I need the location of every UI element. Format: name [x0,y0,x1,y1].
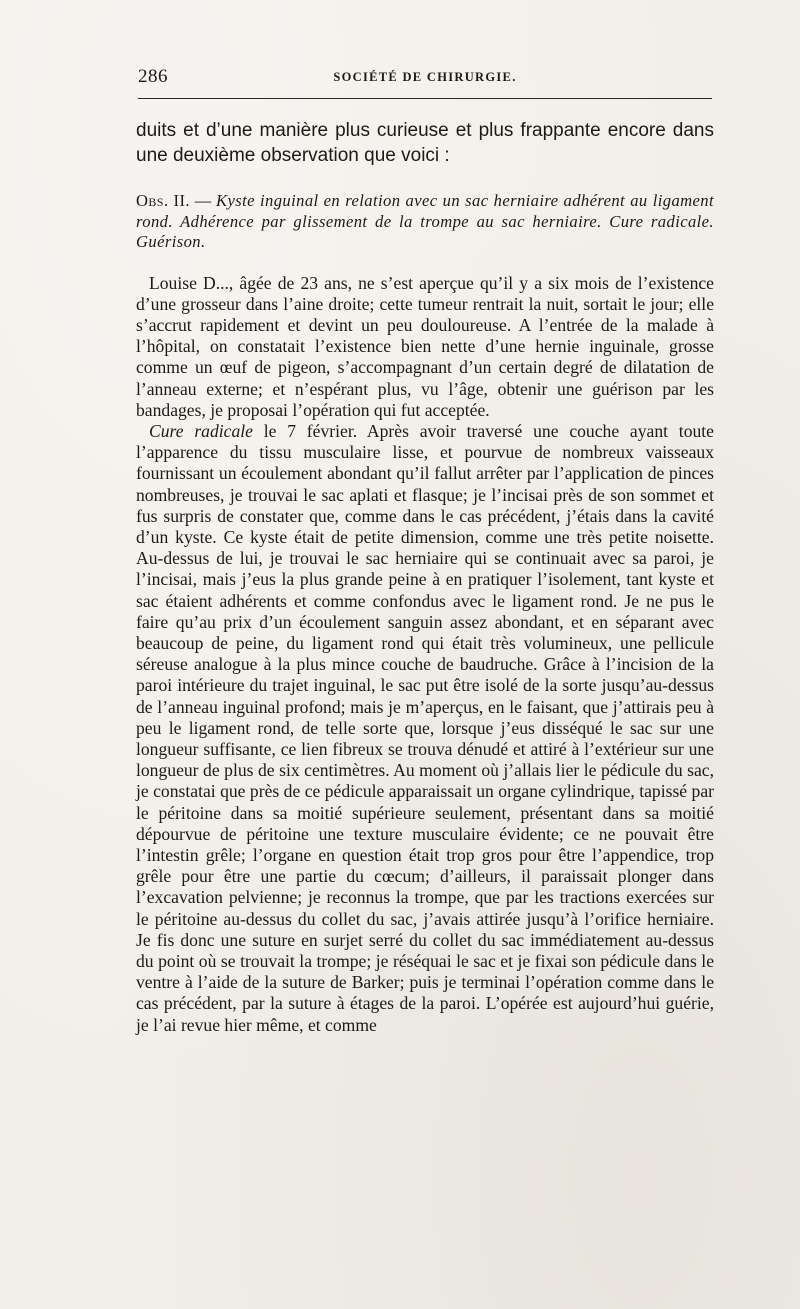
operation-paragraph [136,421,714,1036]
running-title: SOCIÉTÉ DE CHIRURGIE. [333,70,517,84]
body-text [136,118,714,1036]
observation-separator: — [189,191,217,210]
operation-text: le 7 février. Après avoir traversé une couche ayant toute l’apparence du tissu musculaire lisse, et pourvue de nombreux vaisseaux fournissant un écoulement abondant qu’il fallut arrêter par l’application de pinces nombreuses, je trouvai le sac aplati et flasque; je l’incisai près de son sommet et fus surpris de constater que, comme dans le cas précédent, j’étais dans la cavité d’un kyste. Ce kyste était de petite dimension, comme une très petite noisette. Au-dessus de lui, je trouvai le sac herniaire qui se continuait avec sa paroi, je l’incisai, mais j’eus la plus grande peine à en pratiquer l’isolement, tant kyste et sac étaient adhérents et comme confondus avec le ligament rond. Je ne pus le faire qu’au prix d’un écoulement sanguin assez abondant, et en séparant avec beaucoup de peine, du ligament rond qui était très volumineux, une pellicule séreuse analogue à la plus mince couche de baudruche. Grâce à l’incision de la paroi intérieure du trajet inguinal, le sac put être isolé de la sorte jusqu’au-dessus de l’anneau inguinal profond; mais je m’aperçus, en le faisant, que j’attirais peu à peu le ligament rond, de telle sorte que, lorsque j’eus disséqué le sac sur une longueur suffisante, ce lien fibreux se trouva dénudé et attiré à l’extérieur sur une longueur de plus de six centimètres. Au moment où j’allais lier le pédicule du sac, je constatai que près de ce pédicule apparaissait un organe cylindrique, tapissé par le péritoine dans sa moitié supérieure seulement, présentant dans sa moitié dépourvue de péritoine une texture musculaire évidente; ce ne pouvait être l’intestin grêle; l’organe en question était trop gros pour être l’appendice, trop grêle pour être une partie du cœcum; d’ailleurs, il paraissait plonger dans l’excavation pelvienne; je reconnus la trompe, que par les tractions exercées sur le péritoine au-dessus du collet du sac, j’avais attirée jusqu’à l’orifice herniaire. Je fis donc une suture en surjet serré du collet du sac immédiatement au-dessus du point où se trouvait la trompe; je réséquai le sac et je fixai son pédicule dans le ventre à l’aide de la suture de Barker; puis je terminai l’opération comme dans le cas précédent, par la suture à étages de la paroi. L’opérée est aujourd’hui guérie, je l’ai revue hier même, et comme [136,420,714,1035]
header-rule [138,98,712,99]
case-history-paragraph: Louise D..., âgée de 23 ans, ne s’est aperçue qu’il y a six mois de l’existence d’une grosseur dans l’aine droite; cette tumeur rentrait la nuit, sortait le jour; elle s’accrut rapidement et devint un peu douloureuse. A l’entrée de la malade à l’hôpital, on constatait l’existence bien nette d’une hernie inguinale, grosse comme un œuf de pigeon, s’accompagnant d’un certain degré de dilatation de l’anneau externe; et n’espérant plus, vu l’âge, obtenir une guérison par les bandages, je proposai l’opération qui fut acceptée. [136,272,714,420]
observation-heading [136,191,714,253]
running-head [138,66,712,92]
operation-heading-italic: Cure radicale [149,420,253,441]
observation-title: Kyste inguinal en relation avec un sac herniaire adhérent au ligament rond. Adhérence par glissement de la trompe au sac herniaire. Cure radicale. Guérison. [136,191,715,251]
observation-label: Obs. II. [136,191,190,210]
intro-paragraph: duits et d’une manière plus curieuse et plus frappante encore dans une deuxième observation que voici : [136,120,714,166]
page-number: 286 [138,66,168,87]
